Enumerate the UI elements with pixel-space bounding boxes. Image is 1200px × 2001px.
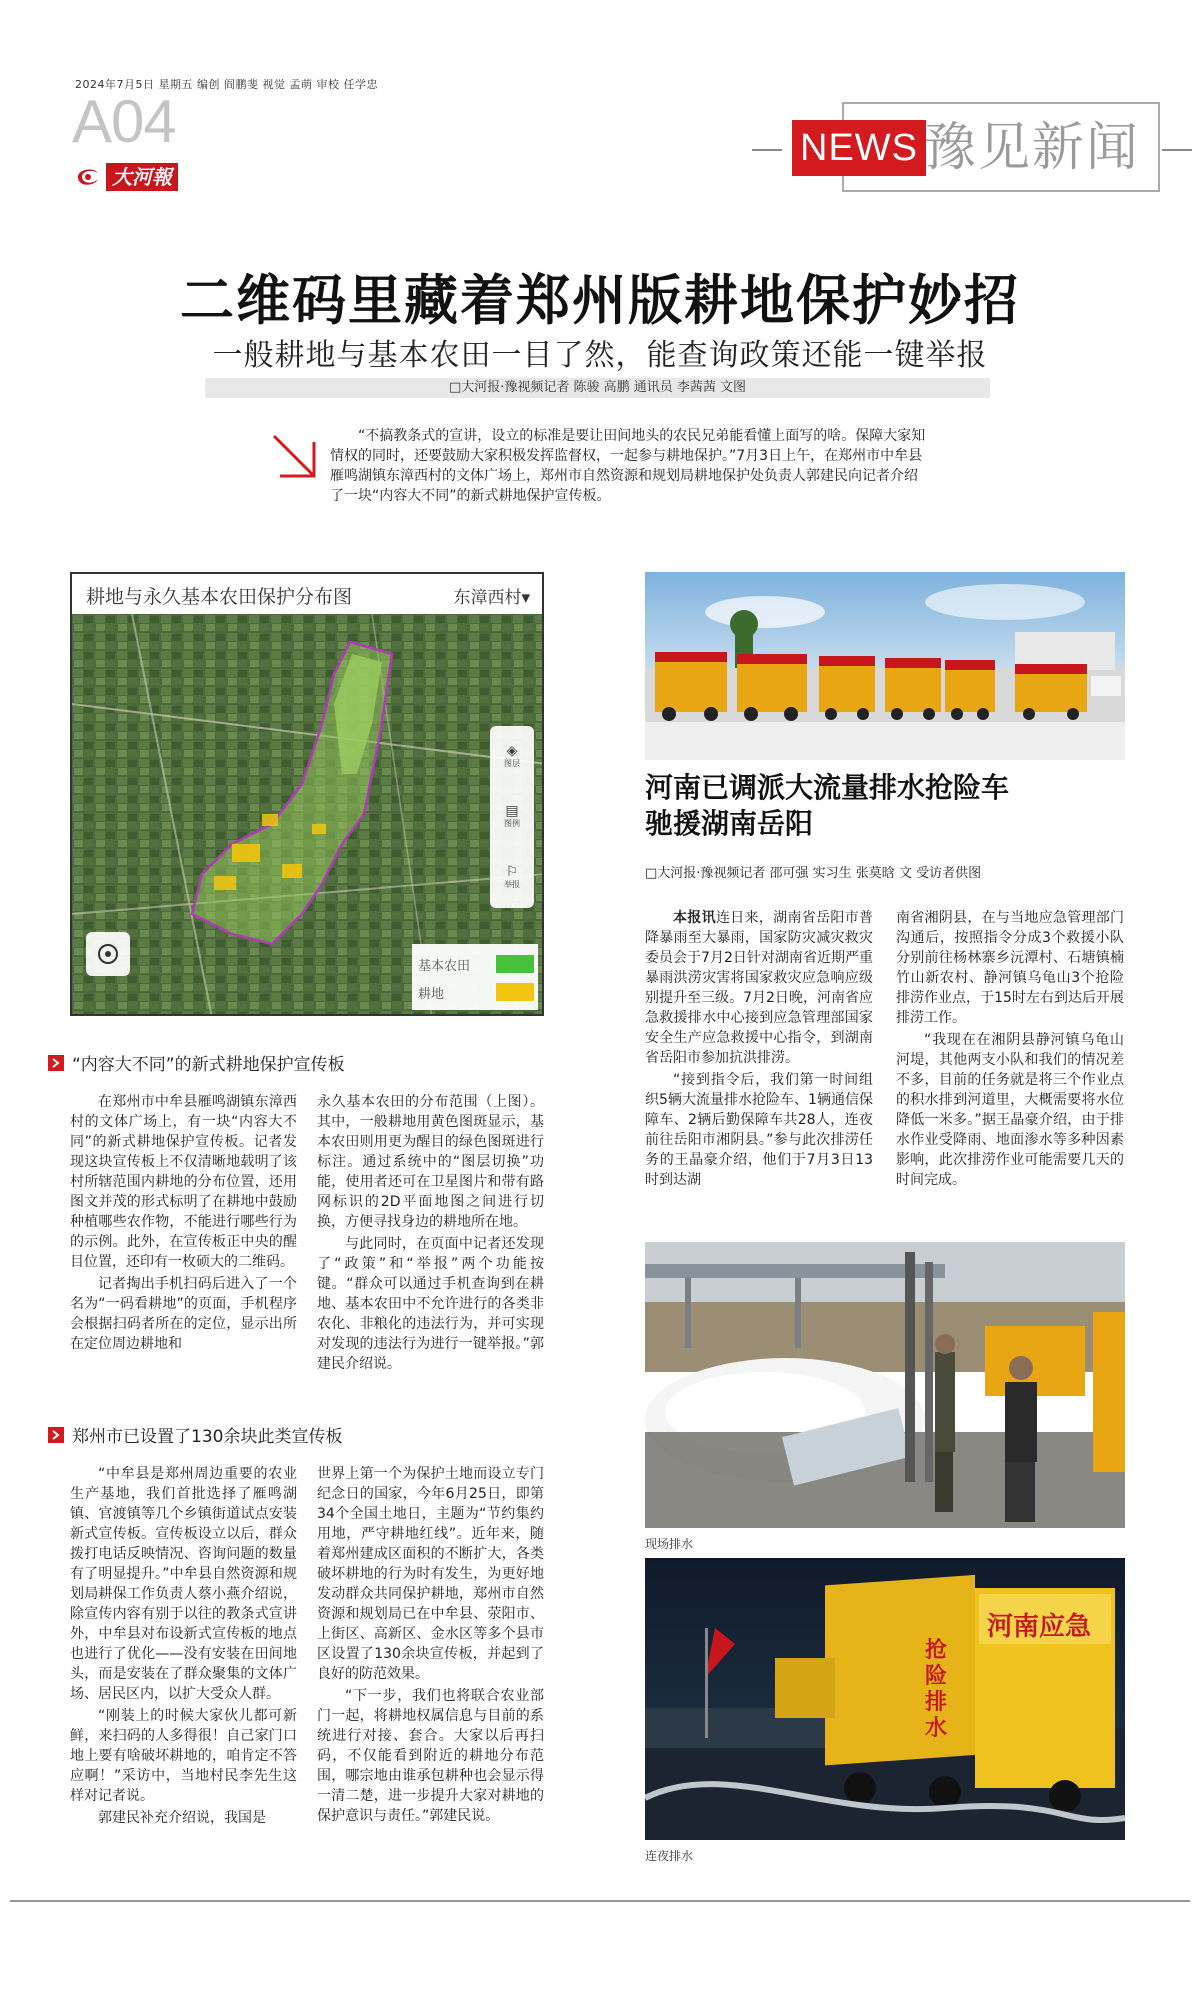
section2-column-2 — [317, 1464, 544, 1828]
section1-heading-text: “内容大不同”的新式耕地保护宣传板 — [72, 1055, 345, 1075]
night-drainage-image — [645, 1558, 1125, 1840]
side-column-1 — [645, 908, 873, 1192]
section2-heading — [48, 1422, 342, 1447]
logo-text: 大河報 — [106, 163, 178, 191]
main-byline: □大河报·豫视频记者 陈骏 高鹏 通讯员 李茜茜 文图 — [205, 378, 990, 398]
legend-swatch-green — [496, 955, 534, 973]
map-title: 耕地与永久基本农田保护分布图 — [86, 586, 353, 608]
page-bottom-rule — [10, 1900, 1190, 1902]
paragraph: 郭建民补充介绍说，我国是 — [98, 1810, 266, 1826]
photo-caption-onsite: 现场排水 — [645, 1537, 694, 1551]
section2-column-1 — [70, 1464, 297, 1830]
paragraph: 在郑州市中牟县雁鸣湖镇东漳西村的文体广场上，有一块“内容大不同”的新式耕地保护宣传板。记者发现这块宣传板上不仅清晰地载明了该村所辖范围内耕地的分布位置，还用图文并茂的形式标明了在耕地中鼓励种植哪些农作物，不能进行哪些行为的示例。此外，在宣传板正中央的醒目位置，还印有一枚硕大的二维码。 — [70, 1094, 297, 1270]
lead-arrow-icon — [270, 432, 320, 482]
night-drainage-photo — [645, 1558, 1125, 1840]
side-headline-line2: 驰援湖南岳阳 — [645, 807, 814, 840]
side-headline-line1: 河南已调派大流量排水抢险车 — [645, 771, 1010, 804]
dateline: 本报讯 — [673, 910, 716, 926]
legend-label: 基本农田 — [418, 958, 471, 974]
legend-row-basic-farmland — [418, 950, 534, 978]
banner-rule-left — [752, 149, 782, 151]
paragraph: “刚装上的时候大家伙儿都可新鲜，来扫码的人多得很！自己家门口地上要有啥破坏耕地的，咱肯定不答应啊！”采访中，当地村民李先生这样对记者说。 — [70, 1708, 297, 1804]
paragraph: 与此同时，在页面中记者还发现了“政策”和“举报”两个功能按键。“群众可以通过手机查询到在耕地、基本农田中不允许进行的各类非农化、非粮化的违法行为，并可实现对发现的违法行为进行一键举报。”郭建民介绍说。 — [317, 1236, 544, 1372]
section1-column-2 — [317, 1092, 544, 1376]
onsite-drainage-photo — [645, 1242, 1125, 1528]
side-story-headline — [645, 770, 1009, 842]
paragraph: “我现在在湘阴县静河镇乌龟山河堤，其他两支小队和我们的情况差不多，目前的任务就是将三个作业点的积水排到河道里，大概需要将水位降低一米多。”据王晶豪介绍，由于排水作业受降雨、地面渗水等多种因素影响，此次排涝作业可能需要几天的时间完成。 — [896, 1032, 1124, 1188]
news-tag: NEWS — [792, 120, 926, 176]
section1-column-1 — [70, 1092, 297, 1356]
section-banner — [752, 102, 1192, 192]
report-icon: ⚐ — [505, 864, 519, 881]
legend-label: 耕地 — [418, 986, 445, 1002]
paragraph: 南省湘阴县，在与当地应急管理部门沟通后，按照指令分成3个救援小队分别前往杨林寨乡沅潭村、石塘镇楠竹山新农村、静河镇乌龟山3个抢险排涝作业点，于15时左右到达后开展排涝工作。 — [896, 910, 1124, 1026]
side-column-2 — [896, 908, 1124, 1192]
newspaper-logo — [74, 162, 214, 192]
report-tool-label: 举报 — [504, 880, 520, 890]
logo-swirl-icon — [74, 165, 102, 189]
layer-tool-button[interactable] — [504, 744, 520, 769]
paragraph: “接到指令后，我们第一时间组织5辆大流量排水抢险车、1辆通信保障车、2辆后勤保障车共28人，连夜前往岳阳市湘阴县。”参与此次排涝任务的王晶豪介绍，他们于7月3日13时到达湖 — [645, 1072, 873, 1188]
map-tool-panel — [490, 726, 534, 908]
photo-caption-night: 连夜排水 — [645, 1849, 694, 1863]
legend-row-farmland — [418, 978, 534, 1006]
trucks-lineup-image — [645, 572, 1125, 760]
paragraph: “下一步，我们也将联合农业部门一起，将耕地权属信息与目前的系统进行对接、套合。大家以后再扫码，不仅能看到附近的耕地分布范围，哪宗地由谁承包耕种也会显示得一清二楚，进一步提升大家对耕地的保护意识与责任。”郭建民说。 — [317, 1688, 544, 1824]
section2-heading-text: 郑州市已设置了130余块此类宣传板 — [72, 1427, 343, 1447]
legend-tool-label: 图例 — [504, 819, 520, 829]
banner-rule-right — [1162, 149, 1192, 151]
legend-swatch-yellow — [496, 983, 534, 1001]
section-arrow-icon — [48, 1426, 66, 1444]
layer-tool-label: 图层 — [504, 758, 520, 768]
layers-icon: ◈ — [506, 742, 518, 759]
village-dropdown[interactable]: 东漳西村▾ — [453, 588, 530, 608]
map-legend — [418, 950, 534, 1006]
paragraph-text: 连日来，湖南省岳阳市普降暴雨至大暴雨，国家防灾减灾救灾委员会于7月2日针对湖南省近期严重暴雨洪涝灾害将国家救灾应急响应级别提升至三级。7月2日晚，河南省应急救援排水中心接到应急管理部国家安全生产应急救援中心指令，到湖南省岳阳市参加抗洪排涝。 — [645, 910, 874, 1066]
section-name: 豫见新闻 — [924, 118, 1141, 178]
issue-meta-line: 2024年7月5日 星期五 编创 阎鹏斐 视觉 孟萌 审校 任学忠 — [75, 78, 378, 91]
main-headline: 二维码里藏着郑州版耕地保护妙招 — [180, 268, 1020, 332]
main-subhead: 一般耕地与基本农田一目了然，能查询政策还能一键举报 — [212, 338, 988, 373]
trucks-lineup-photo — [645, 572, 1125, 760]
side-story-byline: □大河报·豫视频记者 邵可强 实习生 张莫晗 文 受访者供图 — [645, 866, 982, 881]
section1-heading — [48, 1050, 345, 1075]
truck-sign-text: 河南应急 — [987, 1612, 1092, 1642]
section-arrow-icon — [48, 1054, 66, 1072]
paragraph — [645, 908, 873, 1068]
paragraph: “中牟县是郑州周边重要的农业生产基地，我们首批选择了雁鸣湖镇、官渡镇等几个乡镇街道试点安装新式宣传板。宣传板设立以后，群众拨打电话反映情况、咨询问题的数量有了明显提升。”中牟县自然资源和规划局耕保工作负责人蔡小燕介绍说，除宣传内容有别于以往的教条式宣讲外，中牟县对布设新式宣传板的地点也进行了优化——没有安装在田间地头，而是安装在了群众聚集的文体广场、居民区内，以扩大受众人群。 — [70, 1466, 297, 1702]
report-tool-button[interactable] — [504, 865, 520, 890]
legend-tool-button[interactable] — [504, 804, 520, 829]
farmland-map-screenshot — [70, 572, 544, 1016]
paragraph: 记者掏出手机扫码后进入了一个名为“一码看耕地”的页面，手机程序会根据扫码者所在的定位，显示出所在定位周边耕地和 — [70, 1276, 297, 1352]
paragraph: 世界上第一个为保护土地而设立专门纪念日的国家，今年6月25日，即第34个全国土地日，主题为“节约集约用地，严守耕地红线”。近年来，随着郑州建成区面积的不断扩大，各类破坏耕地的行为时有发生，为更好地发动群众共同保护耕地，郑州市自然资源和规划局已在中牟县、荥阳市、上街区、高新区、金水区等多个县市区设置了130余块宣传板，并起到了良好的防范效果。 — [317, 1466, 544, 1682]
legend-icon: ▤ — [505, 803, 519, 820]
paragraph: 永久基本农田的分布范围（上图）。其中，一般耕地用黄色图斑显示，基本农田则用更为醒目的绿色图斑进行标注。通过系统中的“图层切换”功能，使用者还可在卫星图片和带有路网标识的2D平面地图之间进行切换，方便寻找身边的耕地所在地。 — [317, 1094, 544, 1230]
main-lead-paragraph: “不搞教条式的宣讲，设立的标准是要让田间地头的农民兄弟能看懂上面写的啥。保障大家知情权的同时，还要鼓励大家积极发挥监督权，一起参与耕地保护。”7月3日上午，在郑州市中牟县雁鸣湖镇东漳西村的文体广场上，郑州市自然资源和规划局耕地保护处负责人郭建民向记者介绍了一块“内容大不同”的新式耕地保护宣传板。 — [330, 428, 926, 504]
page-number: A04 — [72, 88, 176, 155]
onsite-drainage-image — [645, 1242, 1125, 1528]
truck-side-text: 抢险排水 — [925, 1638, 948, 1741]
